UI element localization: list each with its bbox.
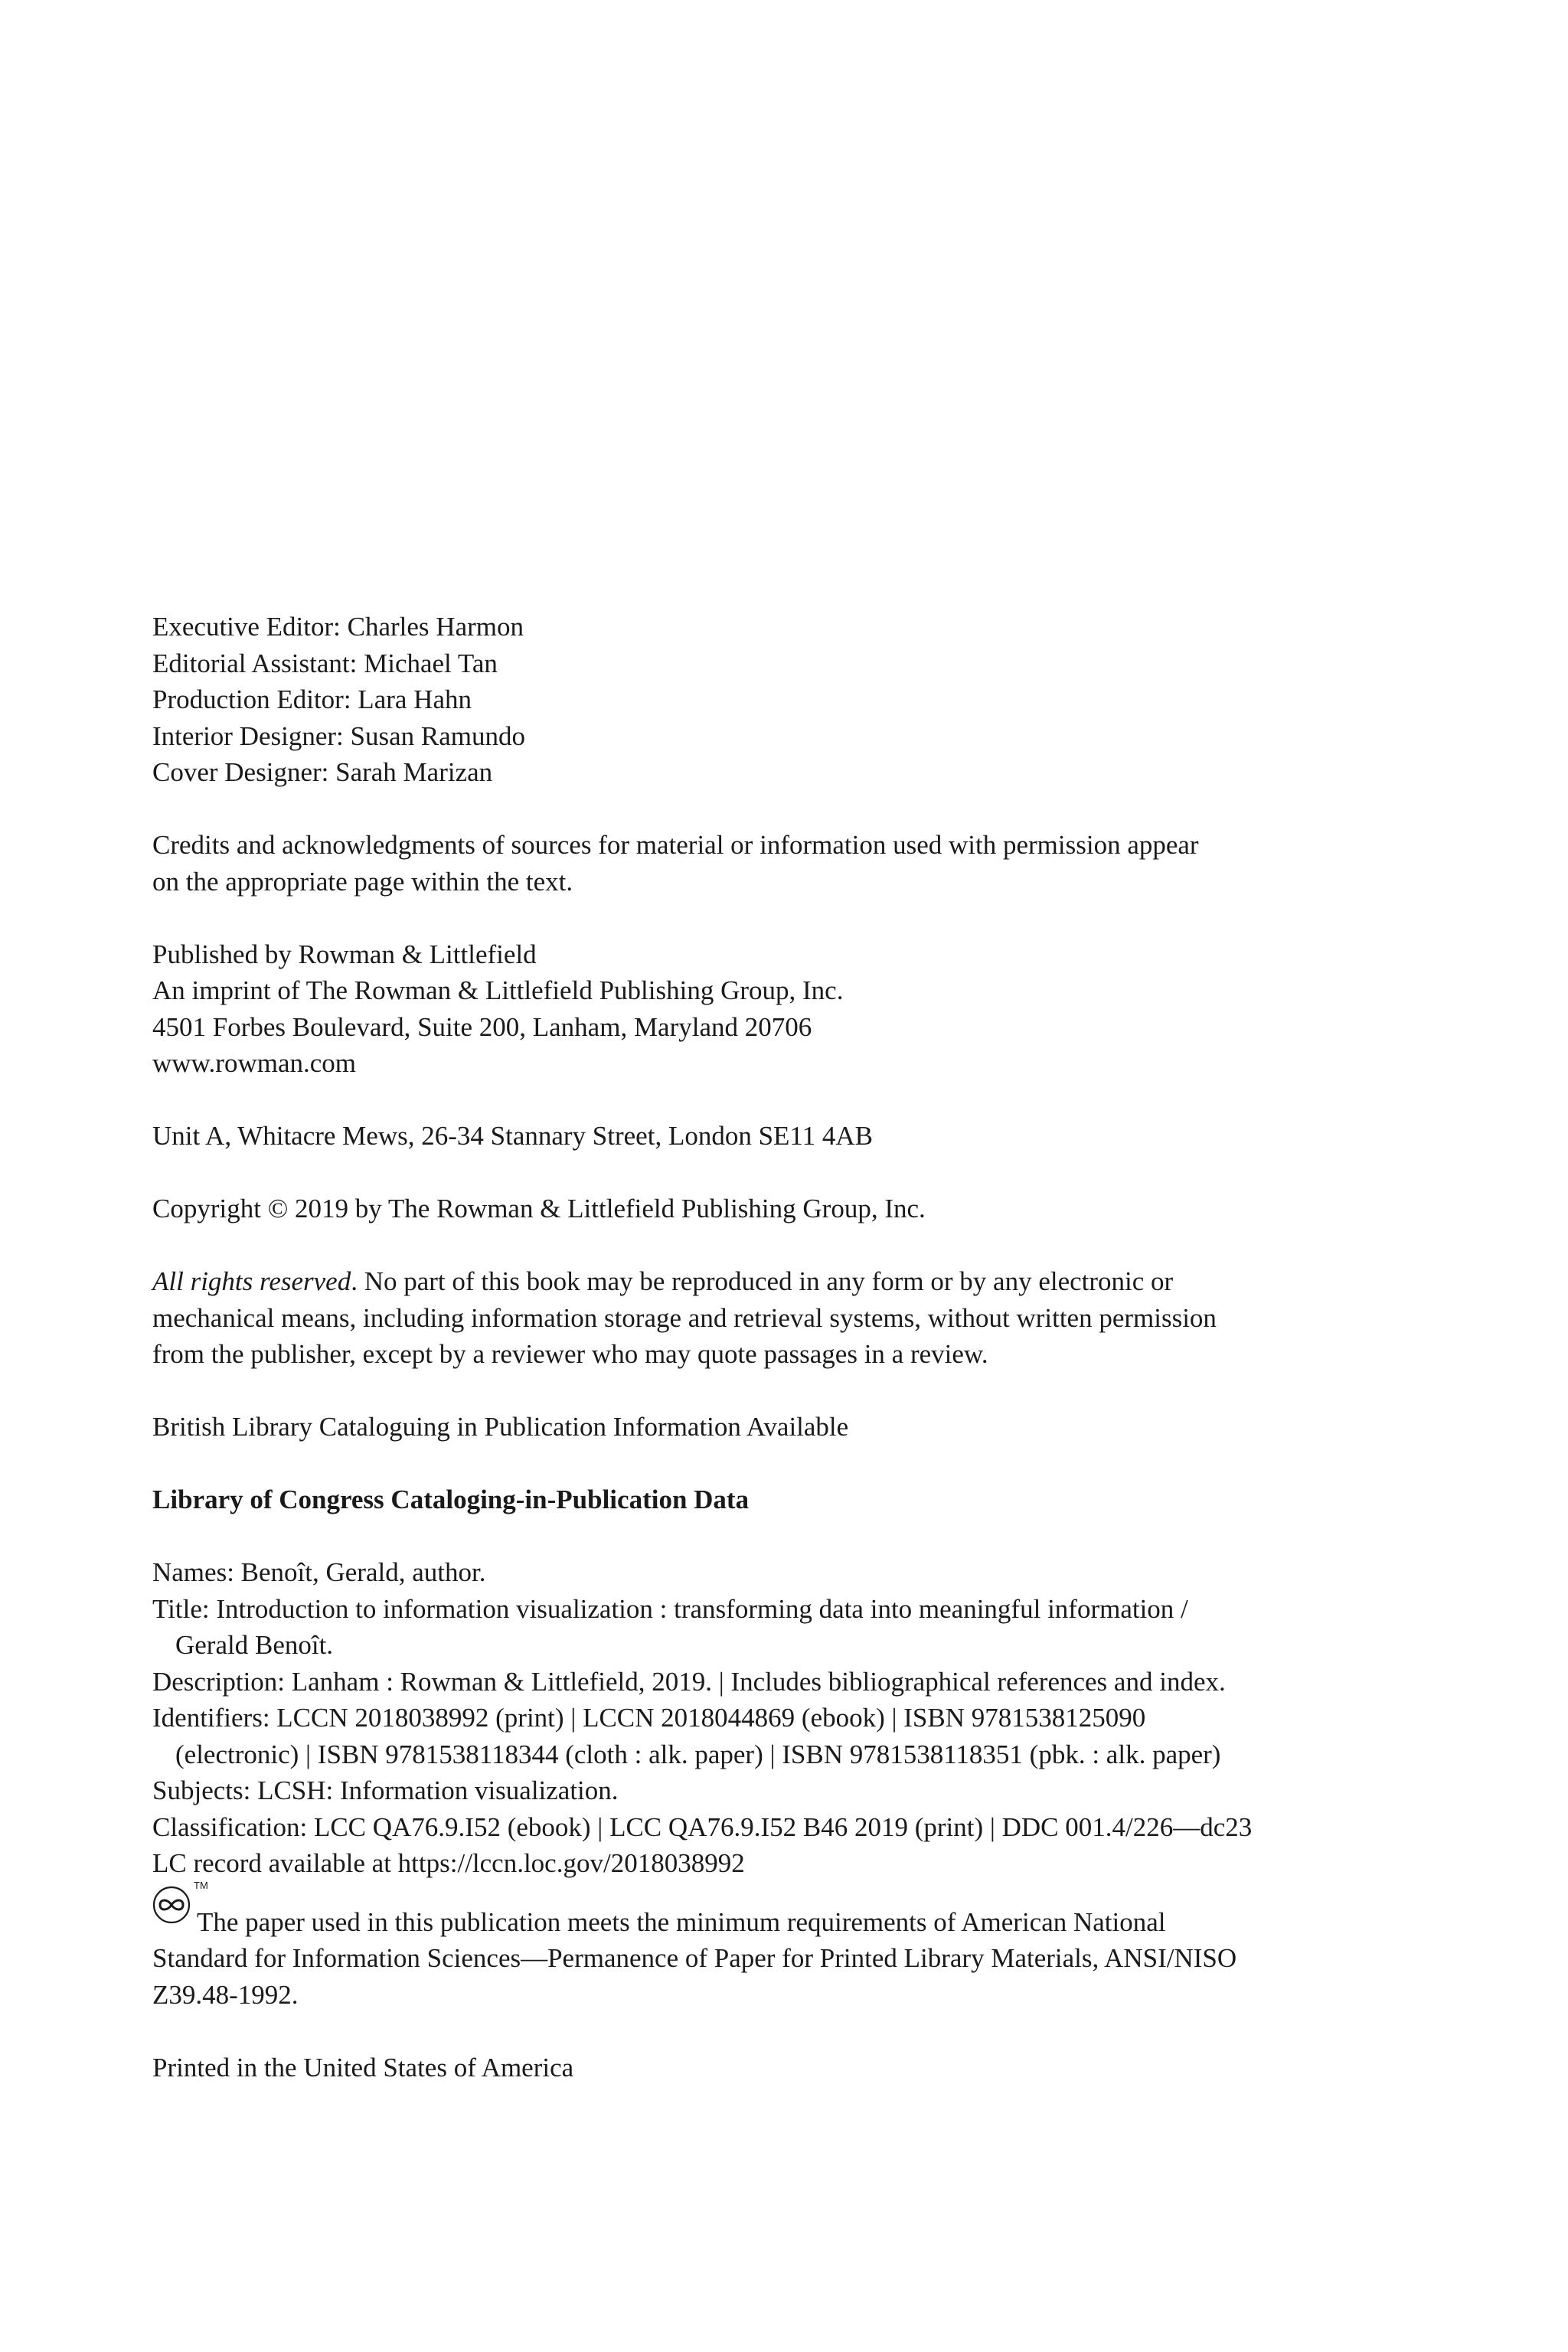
rights-line: mechanical means, including information storage and retrieval systems, without written permission (152, 1302, 1217, 1333)
loc-cip-heading: Library of Congress Cataloging-in-Publication Data (152, 1485, 750, 1514)
credit-production-editor: Production Editor: Lara Hahn (152, 684, 472, 714)
paper-notice-line: Standard for Information Sciences—Permanence of Paper for Printed Library Materials, ANSI/NISO (152, 1943, 1237, 1973)
cip-names: Names: Benoît, Gerald, author. (152, 1557, 486, 1587)
acknowledgments-line: on the appropriate page within the text. (152, 866, 573, 897)
publisher-address: 4501 Forbes Boulevard, Suite 200, Lanham, Maryland 20706 (152, 1011, 812, 1042)
acknowledgments-block (152, 827, 1393, 900)
uk-address: Unit A, Whitacre Mews, 26-34 Stannary Street, London SE11 4AB (152, 1121, 873, 1151)
publisher-name: Published by Rowman & Littlefield (152, 939, 537, 969)
cip-identifiers: Identifiers: LCCN 2018038992 (print) | LCCN 2018044869 (ebook) | ISBN 9781538125090 (152, 1703, 1146, 1733)
copyright-page (152, 609, 1393, 2086)
paper-notice-text: The paper used in this publication meets the minimum requirements of American National (197, 1906, 1166, 1937)
cip-block (152, 1554, 1393, 1882)
cip-description: Description: Lanham : Rowman & Littlefield, 2019. | Includes bibliographical references and index. (152, 1666, 1226, 1697)
publisher-imprint: An imprint of The Rowman & Littlefield Publishing Group, Inc. (152, 975, 844, 1005)
cip-lc-record: LC record available at https://lccn.loc.gov/2018038992 (152, 1848, 745, 1878)
paper-notice-line: Z39.48-1992. (152, 1979, 299, 2010)
british-library-notice: British Library Cataloguing in Publication Information Available (152, 1412, 849, 1442)
cip-title-continued: Gerald Benoît. (175, 1630, 334, 1660)
cip-title: Title: Introduction to information visualization : transforming data into meaningful information / (152, 1593, 1188, 1624)
credit-executive-editor: Executive Editor: Charles Harmon (152, 612, 524, 642)
cip-classification: Classification: LCC QA76.9.I52 (ebook) | LCC QA76.9.I52 B46 2019 (print) | DDC 001.4/226—dc23 (152, 1811, 1253, 1842)
trademark-mark: TM (194, 1879, 208, 1891)
publisher-website: www.rowman.com (152, 1048, 357, 1078)
rights-line: from the publisher, except by a reviewer who may quote passages in a review. (152, 1339, 988, 1369)
infinity-permanence-icon (152, 1879, 208, 1937)
credits-block (152, 609, 1393, 791)
copyright-notice: Copyright © 2019 by The Rowman & Littlefield Publishing Group, Inc. (152, 1194, 926, 1223)
cip-subjects: Subjects: LCSH: Information visualization. (152, 1775, 619, 1805)
paper-notice-line (152, 1879, 1393, 1941)
paper-notice-block (152, 1879, 1393, 2014)
rights-line (152, 1263, 1393, 1300)
rights-reserved-phrase: All rights reserved (152, 1266, 351, 1296)
credit-cover-designer: Cover Designer: Sarah Marizan (152, 757, 493, 787)
credit-editorial-assistant: Editorial Assistant: Michael Tan (152, 648, 498, 678)
cip-identifiers-continued: (electronic) | ISBN 9781538118344 (cloth : alk. paper) | ISBN 9781538118351 (pbk. : alk. paper) (175, 1739, 1221, 1769)
rights-line-rest: . No part of this book may be reproduced in any form or by any electronic or (351, 1266, 1174, 1296)
acknowledgments-line: Credits and acknowledgments of sources for material or information used with permission appear (152, 830, 1199, 860)
rights-block (152, 1263, 1393, 1373)
credit-interior-designer: Interior Designer: Susan Ramundo (152, 720, 525, 751)
publisher-block (152, 936, 1393, 1082)
printed-in-notice: Printed in the United States of America (152, 2052, 574, 2082)
